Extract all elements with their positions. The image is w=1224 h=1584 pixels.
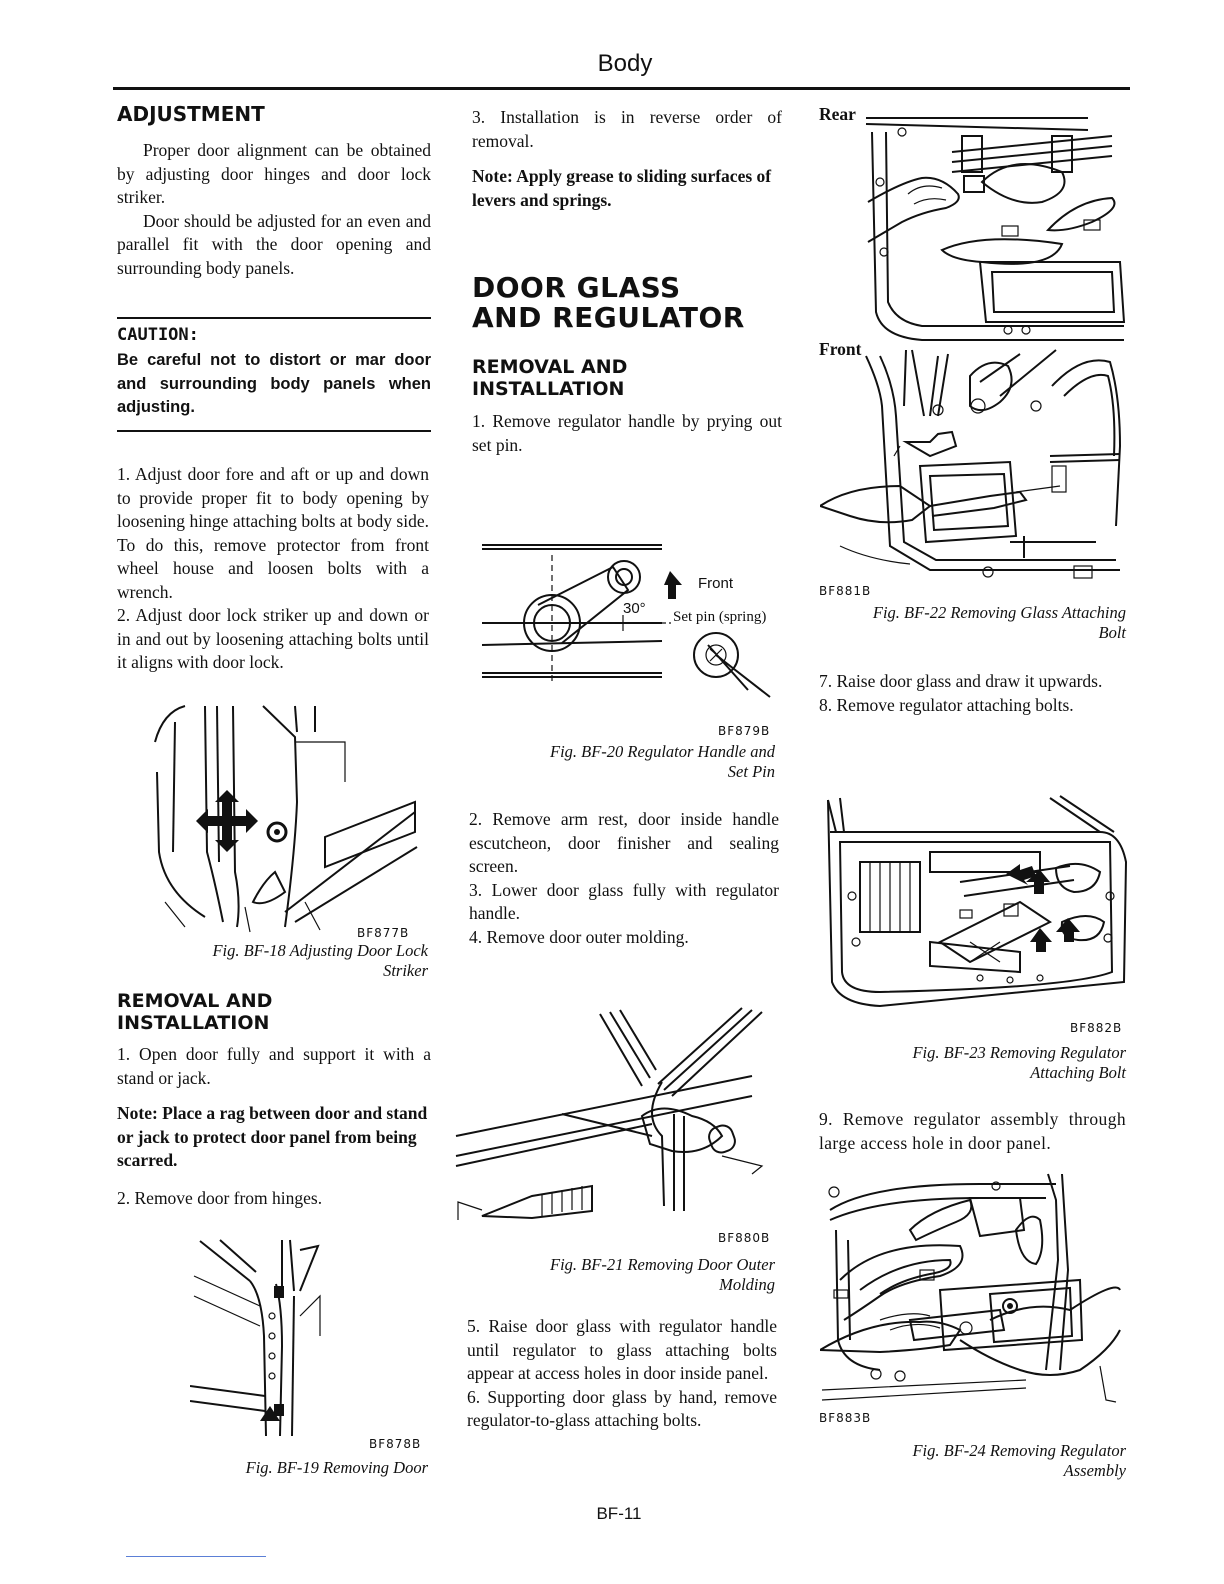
fig-bf21-caption-line2: Molding <box>719 1275 775 1294</box>
fig-bf24-code: BF883B <box>819 1411 872 1425</box>
left-column <box>117 103 431 280</box>
middle-steps-b <box>469 808 779 949</box>
caution-text: Be careful not to distort or mar door and surrounding body panels when adjusting. <box>117 351 431 416</box>
caution-box <box>117 325 431 420</box>
footer-blue-line <box>126 1556 266 1557</box>
right-step-9-block <box>819 1108 1126 1155</box>
fig-bf18-code: BF877B <box>357 926 410 940</box>
left-removal-note-text: Note: Place a rag between door and stand or jack to protect door panel from being scarred. <box>117 1103 428 1170</box>
fig-bf19-code: BF878B <box>369 1437 422 1451</box>
fig-bf22-caption <box>819 603 1126 643</box>
middle-removal-heading-2: INSTALLATION <box>472 378 625 400</box>
fig-bf23-caption-line1: Fig. BF-23 Removing Regulator <box>912 1043 1126 1062</box>
section-heading-line2: AND REGULATOR <box>472 301 745 334</box>
fig-bf22-label-rear: Rear <box>819 104 856 124</box>
fig-bf20-label-setpin: Set pin (spring) <box>673 609 767 625</box>
middle-top-section <box>472 106 782 212</box>
fig-bf22-caption-line2: Bolt <box>1098 623 1126 642</box>
fig-bf22-caption-line1: Fig. BF-22 Removing Glass Attaching <box>872 603 1126 622</box>
fig-bf20-label-front: Front <box>698 575 734 592</box>
middle-removal-section <box>472 356 782 457</box>
header-rule <box>113 87 1130 90</box>
fig-bf22-front-illustration <box>820 346 1128 590</box>
middle-step-2: 2. Remove arm rest, door inside handle escutcheon, door finisher and sealing screen. <box>469 809 779 876</box>
fig-bf21-caption <box>472 1255 775 1295</box>
fig-bf18-caption-line2: Striker <box>383 961 428 980</box>
fig-bf20-caption-line2: Set Pin <box>727 762 775 781</box>
door-glass-section-heading <box>472 273 782 333</box>
fig-bf21-code: BF880B <box>718 1231 771 1245</box>
middle-step-5: 5. Raise door glass with regulator handle until regulator to glass attaching bolts appear at access holes in door inside panel. <box>467 1316 777 1383</box>
fig-bf23-caption-line2: Attaching Bolt <box>1030 1063 1126 1082</box>
fig-bf22-rear-illustration <box>862 112 1128 350</box>
fig-bf24-illustration <box>820 1170 1126 1418</box>
middle-note <box>472 165 782 212</box>
fig-bf18-illustration <box>145 702 425 934</box>
adjustment-para-1: Proper door alignment can be obtained by adjusting door hinges and door lock striker. <box>117 140 431 207</box>
right-steps <box>819 670 1126 717</box>
fig-bf20-label-angle: 30° <box>623 600 646 617</box>
left-removal-section <box>117 990 431 1210</box>
right-step-9: 9. Remove regulator assembly through large access hole in door panel. <box>819 1109 1126 1153</box>
left-removal-heading-2: INSTALLATION <box>117 1012 270 1034</box>
fig-bf21-caption-line1: Fig. BF-21 Removing Door Outer <box>550 1255 775 1274</box>
left-removal-heading-1: REMOVAL AND <box>117 990 273 1012</box>
adjustment-para-2: Door should be adjusted for an even and parallel fit with the door opening and surrounding body panels. <box>117 210 431 278</box>
left-step-2: 2. Adjust door lock striker up and down or in and out by loosening attaching bolts until it aligns with door lock. <box>117 605 429 672</box>
fig-bf23-caption <box>819 1043 1126 1083</box>
right-step-8: 8. Remove regulator attaching bolts. <box>819 694 1074 715</box>
page-number: BF-11 <box>596 1504 642 1523</box>
fig-bf18-caption <box>117 941 428 981</box>
middle-step-3b: 3. Lower door glass fully with regulator handle. <box>469 879 779 923</box>
caution-rule-top <box>117 317 431 319</box>
fig-bf20-caption-line1: Fig. BF-20 Regulator Handle and <box>549 742 775 761</box>
middle-removal-heading-1: REMOVAL AND <box>472 356 628 378</box>
caution-rule-bottom <box>117 430 431 432</box>
fig-bf20-code: BF879B <box>718 724 771 738</box>
fig-bf24-caption <box>819 1441 1126 1481</box>
fig-bf23-illustration <box>820 792 1132 1014</box>
page-header-title: Body <box>597 50 653 77</box>
fig-bf18-caption-line1: Fig. BF-18 Adjusting Door Lock <box>212 941 428 960</box>
fig-bf22-label-front: Front <box>819 339 862 359</box>
fig-bf19-illustration <box>190 1236 330 1444</box>
left-steps <box>117 463 429 675</box>
middle-note-text: Note: Apply grease to sliding surfaces of levers and springs. <box>472 166 772 210</box>
middle-step-1: 1. Remove regulator handle by prying out set pin. <box>472 411 782 455</box>
middle-step-6: 6. Supporting door glass by hand, remove regulator-to-glass attaching bolts. <box>467 1386 777 1430</box>
middle-step-4: 4. Remove door outer molding. <box>469 926 689 947</box>
fig-bf21-illustration <box>452 1006 772 1224</box>
fig-bf20-caption <box>472 742 775 782</box>
fig-bf19-caption: Fig. BF-19 Removing Door <box>245 1458 428 1477</box>
left-step-1: 1. Adjust door fore and aft or up and down to provide proper fit to body opening by loosening hinge attaching bolts at body side. To do this, remove protector from front wheel house and loosen bolts with a wrench. <box>117 464 429 602</box>
left-removal-note <box>117 1102 431 1173</box>
fig-bf22-code: BF881B <box>819 584 872 598</box>
middle-step-3: 3. Installation is in reverse order of removal. <box>472 107 782 151</box>
left-removal-step-2: 2. Remove door from hinges. <box>117 1187 323 1208</box>
fig-bf24-caption-line1: Fig. BF-24 Removing Regulator <box>912 1441 1126 1460</box>
caution-label: CAUTION: <box>117 325 199 345</box>
left-removal-step-1: 1. Open door fully and support it with a stand or jack. <box>117 1044 431 1088</box>
fig-bf24-caption-line2: Assembly <box>1063 1461 1126 1480</box>
section-heading-line1: DOOR GLASS <box>472 271 681 304</box>
fig-bf23-code: BF882B <box>1070 1021 1123 1035</box>
right-step-7: 7. Raise door glass and draw it upwards. <box>819 671 1103 691</box>
middle-steps-c <box>467 1315 777 1433</box>
adjustment-heading: ADJUSTMENT <box>117 102 265 126</box>
